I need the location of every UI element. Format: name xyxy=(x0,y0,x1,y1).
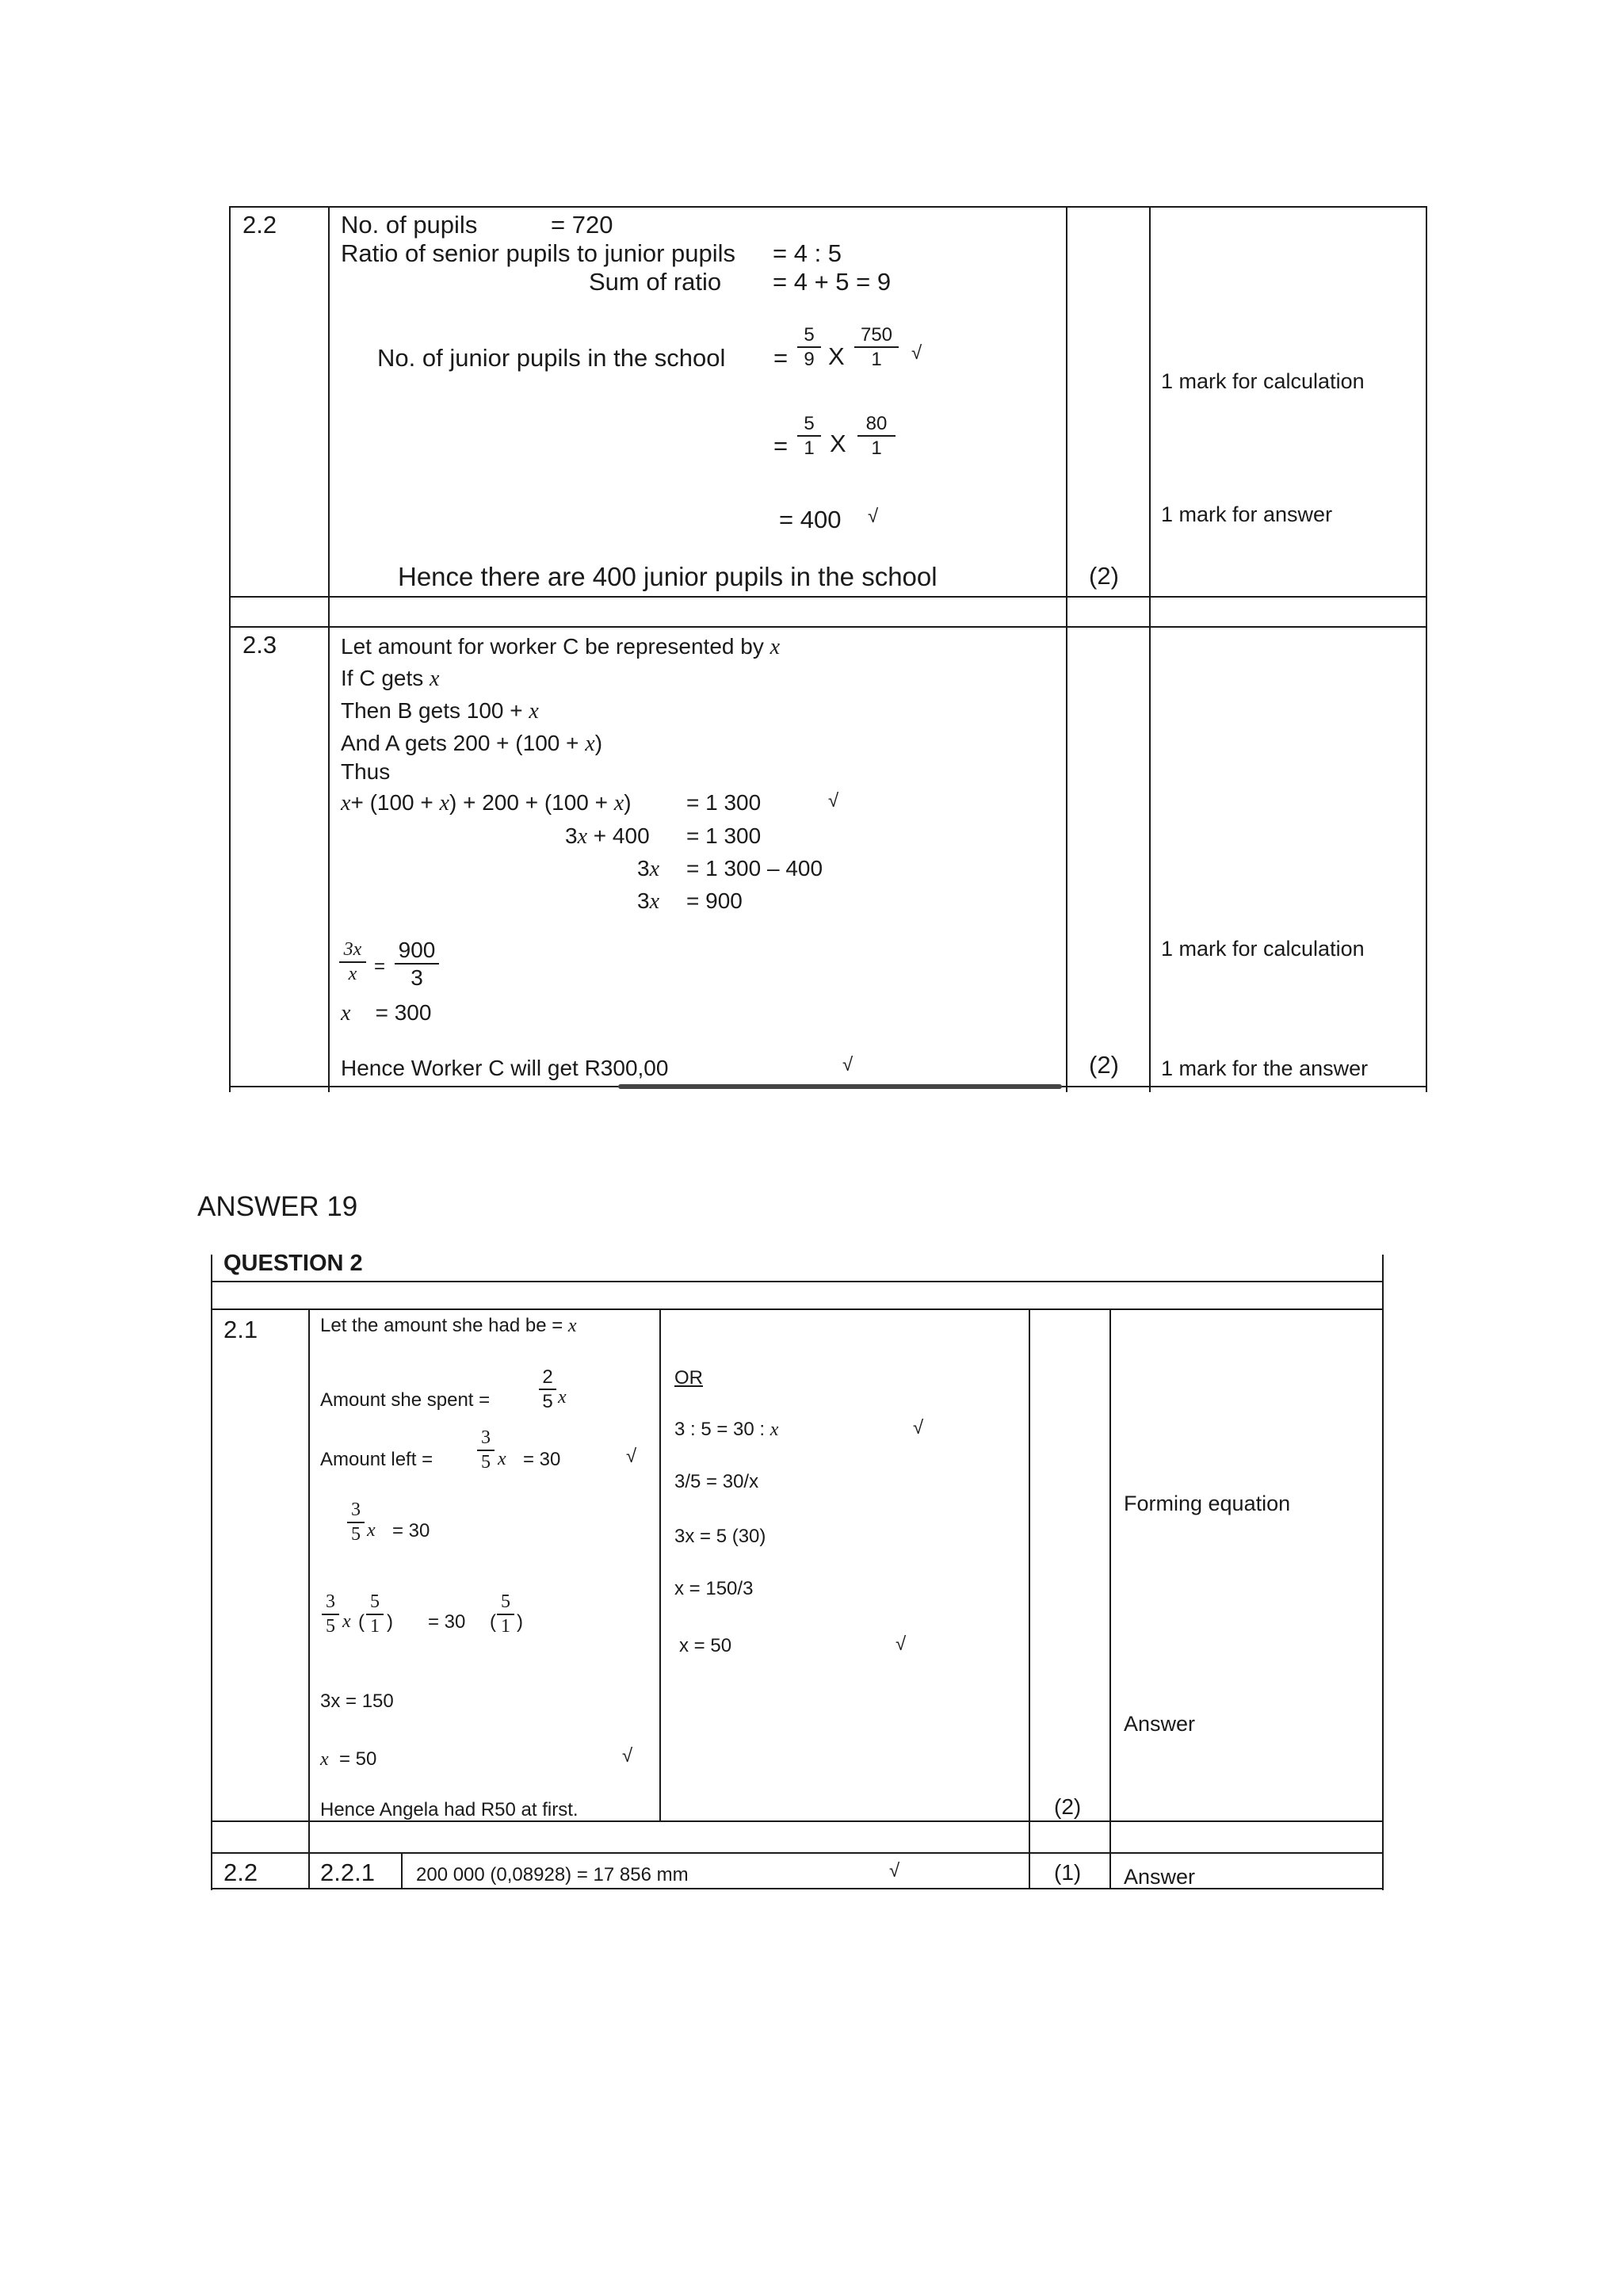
sum-ratio-label: Sum of ratio xyxy=(589,268,722,296)
value: = 30 xyxy=(523,1449,561,1470)
conclusion: Hence Worker C will get R300,00 xyxy=(341,1056,669,1080)
conclusion: Hence Angela had R50 at first. xyxy=(320,1799,579,1820)
fraction: 900 3 xyxy=(395,938,439,990)
pupils-label: No. of pupils xyxy=(341,211,478,239)
or-label: OR xyxy=(674,1367,703,1389)
check-mark-icon: √ xyxy=(622,1745,633,1767)
equation: 3x = 5 (30) xyxy=(674,1526,766,1547)
equation-rhs: = 900 xyxy=(686,888,743,913)
equation: x = 50 xyxy=(320,1748,377,1770)
ratio-label: Ratio of senior pupils to junior pupils xyxy=(341,239,735,267)
fraction: 3 5 xyxy=(347,1500,365,1545)
equals-sign: = xyxy=(773,432,789,460)
fraction: 5 1 xyxy=(797,414,821,458)
fraction: 80 1 xyxy=(857,414,896,458)
calculation: 200 000 (0,08928) = 17 856 mm xyxy=(416,1864,689,1885)
paren-open: ( xyxy=(358,1611,365,1633)
junior-pupils-label: No. of junior pupils in the school xyxy=(377,344,726,372)
equation-rhs: = 1 300 xyxy=(686,790,762,815)
question-number: 2.2 xyxy=(223,1859,258,1886)
variable: x xyxy=(498,1449,506,1469)
mark-note-answer: Answer xyxy=(1124,1865,1196,1889)
sum-ratio-value: = 4 + 5 = 9 xyxy=(773,268,892,296)
equals-sign: = xyxy=(374,956,386,977)
answer-heading: ANSWER 19 xyxy=(197,1191,358,1222)
result: x = 300 xyxy=(341,1000,432,1026)
fraction: 5 1 xyxy=(497,1592,514,1637)
fraction: 5 9 xyxy=(797,325,821,369)
mark-note-equation: Forming equation xyxy=(1124,1492,1291,1515)
mark-note-calculation: 1 mark for calculation xyxy=(1161,937,1365,961)
check-mark-icon: √ xyxy=(828,790,839,812)
variable: x xyxy=(367,1520,376,1541)
question-number: 2.1 xyxy=(223,1316,258,1343)
check-mark-icon: √ xyxy=(911,342,922,364)
fraction: 2 5 xyxy=(539,1367,556,1412)
equation: 3x + 400 xyxy=(565,823,650,849)
equals-sign: = xyxy=(773,344,789,372)
equation: 3 : 5 = 30 : x xyxy=(674,1419,779,1440)
check-mark-icon: √ xyxy=(842,1054,854,1075)
check-mark-icon: √ xyxy=(868,506,879,527)
fraction: 5 1 xyxy=(366,1592,384,1637)
value: = 30 xyxy=(392,1520,430,1541)
equation-rhs: = 1 300 xyxy=(686,823,762,848)
variable: x xyxy=(342,1611,351,1632)
times-sign: X xyxy=(830,430,846,457)
variable: x xyxy=(558,1387,567,1408)
equation: x+ (100 + x) + 200 + (100 + x) xyxy=(341,790,632,816)
text-line: Thus xyxy=(341,759,391,784)
equation: 3x xyxy=(637,856,660,881)
marks: (2) xyxy=(1054,1794,1082,1819)
equation: 3/5 = 30/x xyxy=(674,1471,759,1492)
result: = 400 xyxy=(779,506,842,533)
check-mark-icon: √ xyxy=(626,1446,637,1467)
text-line: Let amount for worker C be represented by x xyxy=(341,634,781,659)
equation-rhs: = 1 300 – 400 xyxy=(686,856,823,881)
equation: x = 50 xyxy=(679,1635,732,1656)
times-sign: X xyxy=(828,342,845,370)
fraction: 3 5 xyxy=(477,1428,495,1473)
marks: (2) xyxy=(1089,562,1119,590)
sub-question-number: 2.2.1 xyxy=(320,1859,375,1886)
mark-note-answer: Answer xyxy=(1124,1712,1196,1736)
fraction: 3x x xyxy=(339,940,366,984)
spent-label: Amount she spent = xyxy=(320,1389,491,1411)
mark-note-answer: 1 mark for answer xyxy=(1161,502,1333,526)
text-line: Then B gets 100 + x xyxy=(341,698,539,724)
conclusion: Hence there are 400 junior pupils in the school xyxy=(398,562,938,591)
mark-note-calculation: 1 mark for calculation xyxy=(1161,369,1365,393)
check-mark-icon: √ xyxy=(913,1417,924,1438)
text-line: Let the amount she had be = x xyxy=(320,1315,577,1336)
text-line: And A gets 200 + (100 + x) xyxy=(341,731,603,756)
text-line: If C gets x xyxy=(341,666,440,691)
fraction: 3 5 xyxy=(322,1592,339,1637)
check-mark-icon: √ xyxy=(889,1860,900,1881)
paren-open: ( xyxy=(490,1611,496,1633)
marks: (1) xyxy=(1054,1860,1082,1885)
value: = 30 xyxy=(428,1611,466,1633)
equation: x = 150/3 xyxy=(674,1578,754,1599)
question-number: 2.2 xyxy=(242,211,277,239)
mark-note-answer: 1 mark for the answer xyxy=(1161,1056,1369,1080)
question-number: 2.3 xyxy=(242,631,277,659)
paren-close: ) xyxy=(517,1611,523,1633)
question-title: QUESTION 2 xyxy=(223,1251,363,1276)
paren-close: ) xyxy=(387,1611,393,1633)
equation: 3x = 150 xyxy=(320,1690,394,1712)
left-label: Amount left = xyxy=(320,1449,433,1470)
marks: (2) xyxy=(1089,1051,1119,1079)
equation: 3x xyxy=(637,888,660,914)
fraction: 750 1 xyxy=(854,325,899,369)
pupils-value: = 720 xyxy=(551,211,613,239)
check-mark-icon: √ xyxy=(896,1633,907,1655)
ratio-value: = 4 : 5 xyxy=(773,239,842,267)
